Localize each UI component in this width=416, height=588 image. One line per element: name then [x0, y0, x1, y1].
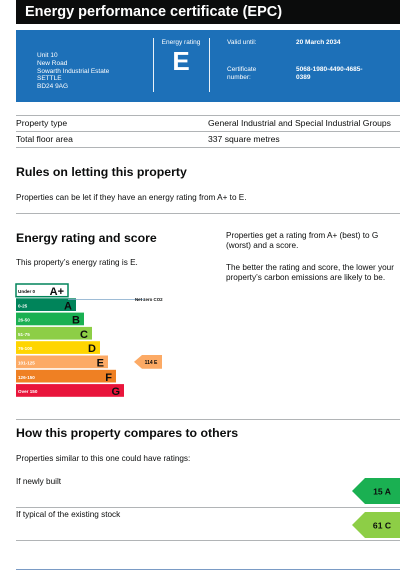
- divider: [16, 213, 400, 214]
- certificate-label-line: Certificate: [227, 66, 257, 73]
- band-d-letter: D: [88, 343, 96, 356]
- energy-rating-letter: E: [172, 46, 190, 76]
- divider: [16, 540, 400, 541]
- address-line: Unit 10: [37, 52, 58, 59]
- letting-heading: Rules on letting this property: [16, 165, 187, 179]
- divider: [16, 115, 400, 116]
- address-line: SETTLE: [37, 75, 62, 83]
- divider: [16, 507, 400, 508]
- property-type-value: General Industrial and Special Industrial Groups: [208, 118, 391, 128]
- existing-stock-label: If typical of the existing stock: [16, 510, 121, 519]
- band-e-range: 101-125: [18, 360, 35, 366]
- page-title: Energy performance certificate (EPC): [16, 0, 400, 24]
- newly-built-rating: [352, 478, 400, 504]
- certificate-number-value: [296, 66, 363, 82]
- existing-stock-value: 61 C: [372, 520, 392, 531]
- rating-explanation: Properties get a rating from A+ (best) to G (worst) and a score.: [226, 231, 379, 250]
- floor-area-value: 337 square metres: [208, 134, 280, 144]
- band-c-letter: C: [80, 328, 88, 341]
- floor-area-label: Total floor area: [16, 134, 73, 144]
- letting-text: Properties can be let if they have an energy rating from A+ to E.: [16, 193, 247, 202]
- address-line: BD24 9AG: [37, 83, 69, 91]
- certificate-number-line: 0389: [296, 73, 311, 81]
- divider: [209, 38, 210, 92]
- band-a-range: 0-25: [18, 303, 28, 309]
- energy-rating-label: Energy rating: [161, 39, 201, 46]
- certificate-number-label: [227, 66, 256, 82]
- band-a-plus-letter: A+: [49, 286, 64, 298]
- divider: [16, 569, 400, 570]
- band-d-range: 76-100: [18, 346, 33, 352]
- certificate-number-line: 5068-1980-4490-4685-: [296, 66, 363, 73]
- rating-explanation-2: The better the rating and score, the lower your property’s carbon emissions are likely to be.: [226, 263, 394, 282]
- valid-until-value: 20 March 2034: [296, 39, 341, 46]
- this-rating-text: This property’s energy rating is E.: [16, 258, 138, 267]
- band-g-letter: G: [111, 386, 120, 399]
- newly-built-label: If newly built: [16, 477, 62, 486]
- band-g-range: Over 150: [18, 389, 38, 395]
- valid-until-label: Valid until:: [227, 39, 257, 46]
- divider: [16, 131, 400, 132]
- band-b-letter: B: [72, 314, 80, 327]
- divider: [16, 419, 400, 420]
- compare-intro: Properties similar to this one could have ratings:: [16, 454, 191, 463]
- compare-heading: How this property compares to others: [16, 426, 239, 440]
- certificate-summary: [16, 30, 400, 102]
- divider: [16, 147, 400, 148]
- band-c-range: 51-75: [18, 331, 30, 337]
- certificate-label-line: number:: [227, 73, 251, 81]
- current-rating-label: 114 E: [144, 360, 158, 366]
- band-f-range: 126-150: [18, 374, 35, 380]
- score-heading: Energy rating and score: [16, 231, 157, 245]
- property-address: [37, 52, 109, 91]
- property-type-label: Property type: [16, 118, 68, 128]
- newly-built-value: 15 A: [373, 486, 391, 497]
- address-line: Sowarth Industrial Estate: [37, 67, 110, 75]
- existing-stock-rating: [352, 512, 400, 538]
- energy-rating-chart: [14, 282, 194, 412]
- net-zero-label: Net zero CO2: [135, 297, 163, 303]
- address-line: New Road: [37, 59, 68, 67]
- band-b-range: 26-50: [18, 317, 30, 323]
- band-a-plus-range: Under 0: [18, 289, 36, 294]
- band-a-letter: A: [64, 300, 72, 313]
- band-f-letter: F: [105, 371, 112, 384]
- band-e-letter: E: [96, 357, 104, 370]
